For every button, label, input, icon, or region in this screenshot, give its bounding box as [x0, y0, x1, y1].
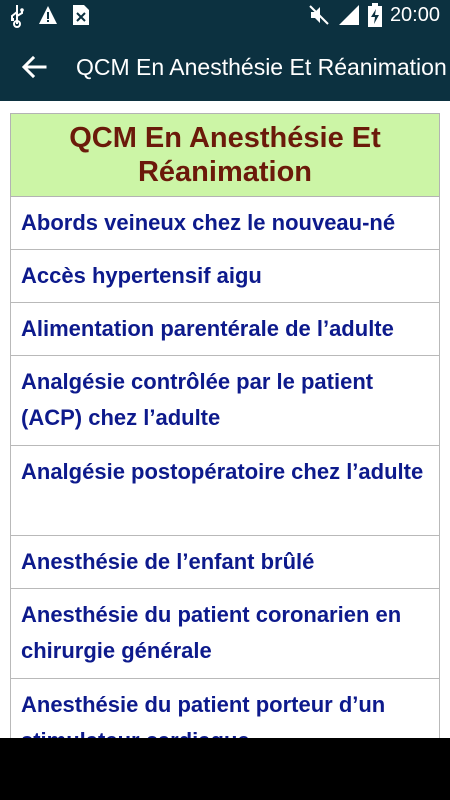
app-bar-title: QCM En Anesthésie Et Réanimation	[76, 54, 447, 80]
navigation-bar	[0, 738, 450, 800]
list-item[interactable]: Anesthésie du patient coronarien en chirurgie générale	[10, 589, 440, 679]
list-item[interactable]: Accès hypertensif aigu	[10, 250, 440, 303]
app-bar	[0, 31, 450, 101]
signal-icon	[338, 4, 360, 26]
list-header: QCM En Anesthésie Et Réanimation	[10, 113, 440, 197]
status-left-icons	[10, 4, 90, 26]
status-right-icons	[308, 3, 440, 27]
usb-icon	[10, 4, 24, 26]
no-sim-icon	[72, 4, 90, 26]
status-bar	[0, 0, 450, 31]
battery-charging-icon	[368, 3, 382, 27]
list-item[interactable]: Anesthésie de l’enfant brûlé	[10, 536, 440, 589]
list-item[interactable]: Analgésie postopératoire chez l’adulte	[10, 446, 440, 536]
mute-icon	[308, 4, 330, 26]
arrow-back-icon[interactable]	[18, 51, 50, 83]
content-area	[0, 101, 450, 738]
list-item[interactable]: Alimentation parentérale de l’adulte	[10, 303, 440, 356]
list-item[interactable]: Analgésie contrôlée par le patient (ACP) chez l’adulte	[10, 356, 440, 446]
clock: 20:00	[389, 4, 440, 26]
warning-icon	[38, 5, 58, 25]
list-item[interactable]: Abords veineux chez le nouveau-né	[10, 197, 440, 250]
list-item[interactable]: Anesthésie du patient porteur d’un	[10, 679, 440, 769]
topic-list	[10, 113, 440, 769]
